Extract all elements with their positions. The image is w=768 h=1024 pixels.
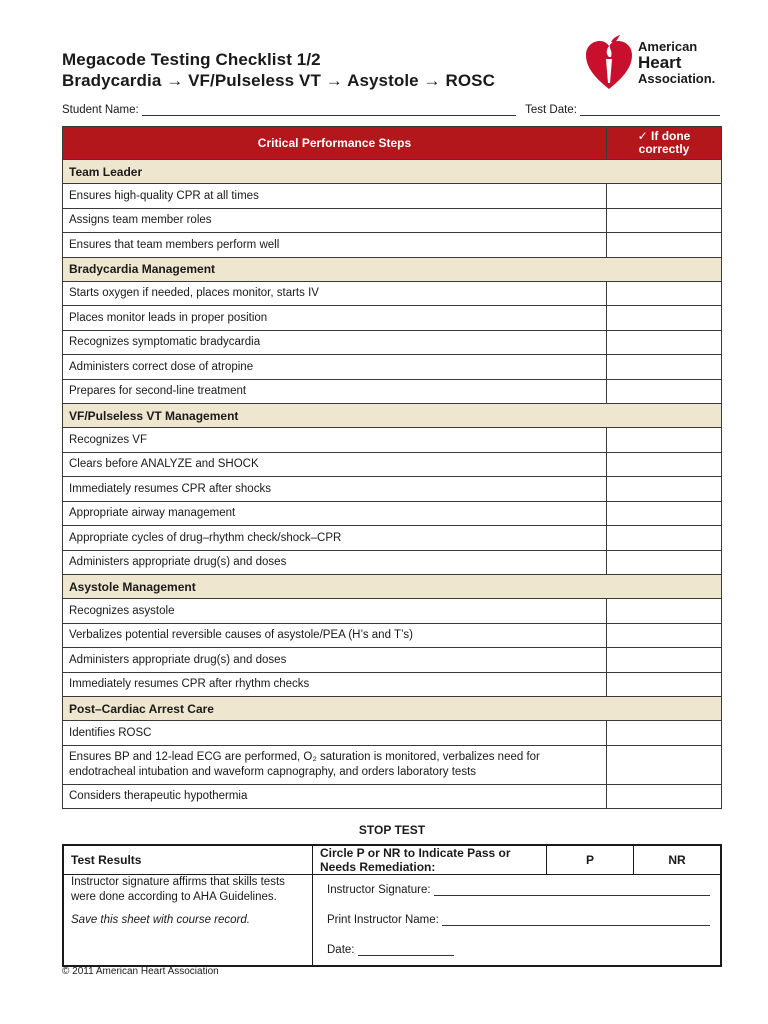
page-title: Megacode Testing Checklist 1/2 (62, 50, 321, 69)
check-box[interactable] (607, 428, 722, 453)
step-text: Recognizes symptomatic bradycardia (63, 330, 607, 355)
stop-test-label: STOP TEST (358, 823, 426, 837)
step-row (63, 233, 722, 258)
logo-line-3: Association. (638, 71, 716, 86)
checklist-body (63, 160, 722, 809)
date-label: Date: (327, 944, 355, 956)
affirmation-cell (63, 875, 313, 967)
step-text: Ensures BP and 12-lead ECG are performed, O₂ saturation is monitored, verbalizes need for endotracheal intubation and waveform capnography, and orders laboratory tests (63, 745, 607, 784)
pass-option[interactable]: P (547, 845, 634, 875)
step-row (63, 784, 722, 809)
step-row (63, 281, 722, 306)
heart-torch-icon (584, 33, 634, 93)
results-signature-row (63, 875, 721, 967)
step-row (63, 452, 722, 477)
step-row (63, 501, 722, 526)
step-text: Assigns team member roles (63, 208, 607, 233)
test-results-label: Test Results (63, 845, 313, 875)
test-date-field[interactable] (580, 104, 720, 116)
test-date-label: Test Date: (525, 104, 577, 116)
step-row (63, 550, 722, 575)
check-box[interactable] (607, 648, 722, 673)
checklist-header-row (63, 127, 722, 160)
aha-logo (584, 33, 724, 93)
check-box[interactable] (607, 330, 722, 355)
step-text: Starts oxygen if needed, places monitor, starts IV (63, 281, 607, 306)
check-box[interactable] (607, 306, 722, 331)
step-row (63, 623, 722, 648)
section-title: VF/Pulseless VT Management (63, 404, 722, 428)
step-row (63, 648, 722, 673)
step-row (63, 379, 722, 404)
copyright: © 2011 American Heart Association (62, 966, 219, 977)
section-title: Bradycardia Management (63, 257, 722, 281)
check-box[interactable] (607, 745, 722, 784)
date-field[interactable] (358, 944, 454, 956)
step-text: Ensures high-quality CPR at all times (63, 184, 607, 209)
header-if-done-correctly: ✓ If done correctly (607, 127, 722, 160)
step-row (63, 599, 722, 624)
section-title: Post–Cardiac Arrest Care (63, 697, 722, 721)
step-text: Administers appropriate drug(s) and doses (63, 648, 607, 673)
step-text: Considers therapeutic hypothermia (63, 784, 607, 809)
section-row (63, 575, 722, 599)
step-row (63, 672, 722, 697)
step-text: Recognizes VF (63, 428, 607, 453)
save-note: Save this sheet with course record. (71, 914, 250, 926)
check-box[interactable] (607, 672, 722, 697)
check-box[interactable] (607, 721, 722, 746)
step-text: Administers appropriate drug(s) and doses (63, 550, 607, 575)
step-text: Places monitor leads in proper position (63, 306, 607, 331)
step-row (63, 208, 722, 233)
step-text: Administers correct dose of atropine (63, 355, 607, 380)
step-row (63, 355, 722, 380)
print-instructor-name-label: Print Instructor Name: (327, 914, 439, 926)
step-row (63, 477, 722, 502)
section-row (63, 257, 722, 281)
step-text: Ensures that team members perform well (63, 233, 607, 258)
results-instruction: Circle P or NR to Indicate Pass or Needs Remediation: (313, 845, 547, 875)
check-box[interactable] (607, 526, 722, 551)
section-row (63, 697, 722, 721)
step-text: Immediately resumes CPR after shocks (63, 477, 607, 502)
step-text: Immediately resumes CPR after rhythm checks (63, 672, 607, 697)
step-text: Appropriate cycles of drug–rhythm check/shock–CPR (63, 526, 607, 551)
step-text: Verbalizes potential reversible causes of asystole/PEA (H’s and T’s) (63, 623, 607, 648)
check-box[interactable] (607, 623, 722, 648)
logo-line-2: Heart (638, 53, 682, 72)
header-critical-steps: Critical Performance Steps (63, 127, 607, 160)
check-box[interactable] (607, 355, 722, 380)
check-box[interactable] (607, 599, 722, 624)
section-title: Team Leader (63, 160, 722, 184)
student-name-field[interactable] (142, 104, 516, 116)
check-box[interactable] (607, 184, 722, 209)
step-row (63, 428, 722, 453)
section-title: Asystole Management (63, 575, 722, 599)
print-instructor-name-field[interactable] (442, 914, 710, 926)
section-row (63, 404, 722, 428)
step-text: Appropriate airway management (63, 501, 607, 526)
step-row (63, 184, 722, 209)
check-box[interactable] (607, 452, 722, 477)
test-results-table (62, 844, 722, 967)
needs-remediation-option[interactable]: NR (634, 845, 722, 875)
signature-cell (313, 875, 722, 967)
step-text: Prepares for second-line treatment (63, 379, 607, 404)
affirmation-text: Instructor signature affirms that skills tests were done according to AHA Guidelines. (71, 876, 285, 903)
check-box[interactable] (607, 501, 722, 526)
step-row (63, 330, 722, 355)
step-row (63, 306, 722, 331)
page-subtitle: Bradycardia → VF/Pulseless VT → Asystole → ROSC (62, 71, 495, 90)
logo-line-1: American (638, 39, 698, 54)
step-text: Identifies ROSC (63, 721, 607, 746)
check-box[interactable] (607, 208, 722, 233)
step-text: Clears before ANALYZE and SHOCK (63, 452, 607, 477)
check-box[interactable] (607, 784, 722, 809)
student-name-label: Student Name: (62, 104, 139, 116)
check-box[interactable] (607, 379, 722, 404)
section-row (63, 160, 722, 184)
instructor-signature-field[interactable] (434, 884, 710, 896)
step-row (63, 526, 722, 551)
check-box[interactable] (607, 550, 722, 575)
step-text: Recognizes asystole (63, 599, 607, 624)
results-header-row (63, 845, 721, 875)
check-box[interactable] (607, 233, 722, 258)
instructor-signature-label: Instructor Signature: (327, 884, 431, 896)
check-box[interactable] (607, 477, 722, 502)
performance-checklist (62, 126, 722, 809)
step-row (63, 745, 722, 784)
student-info-row (62, 104, 722, 116)
check-box[interactable] (607, 281, 722, 306)
step-row (63, 721, 722, 746)
